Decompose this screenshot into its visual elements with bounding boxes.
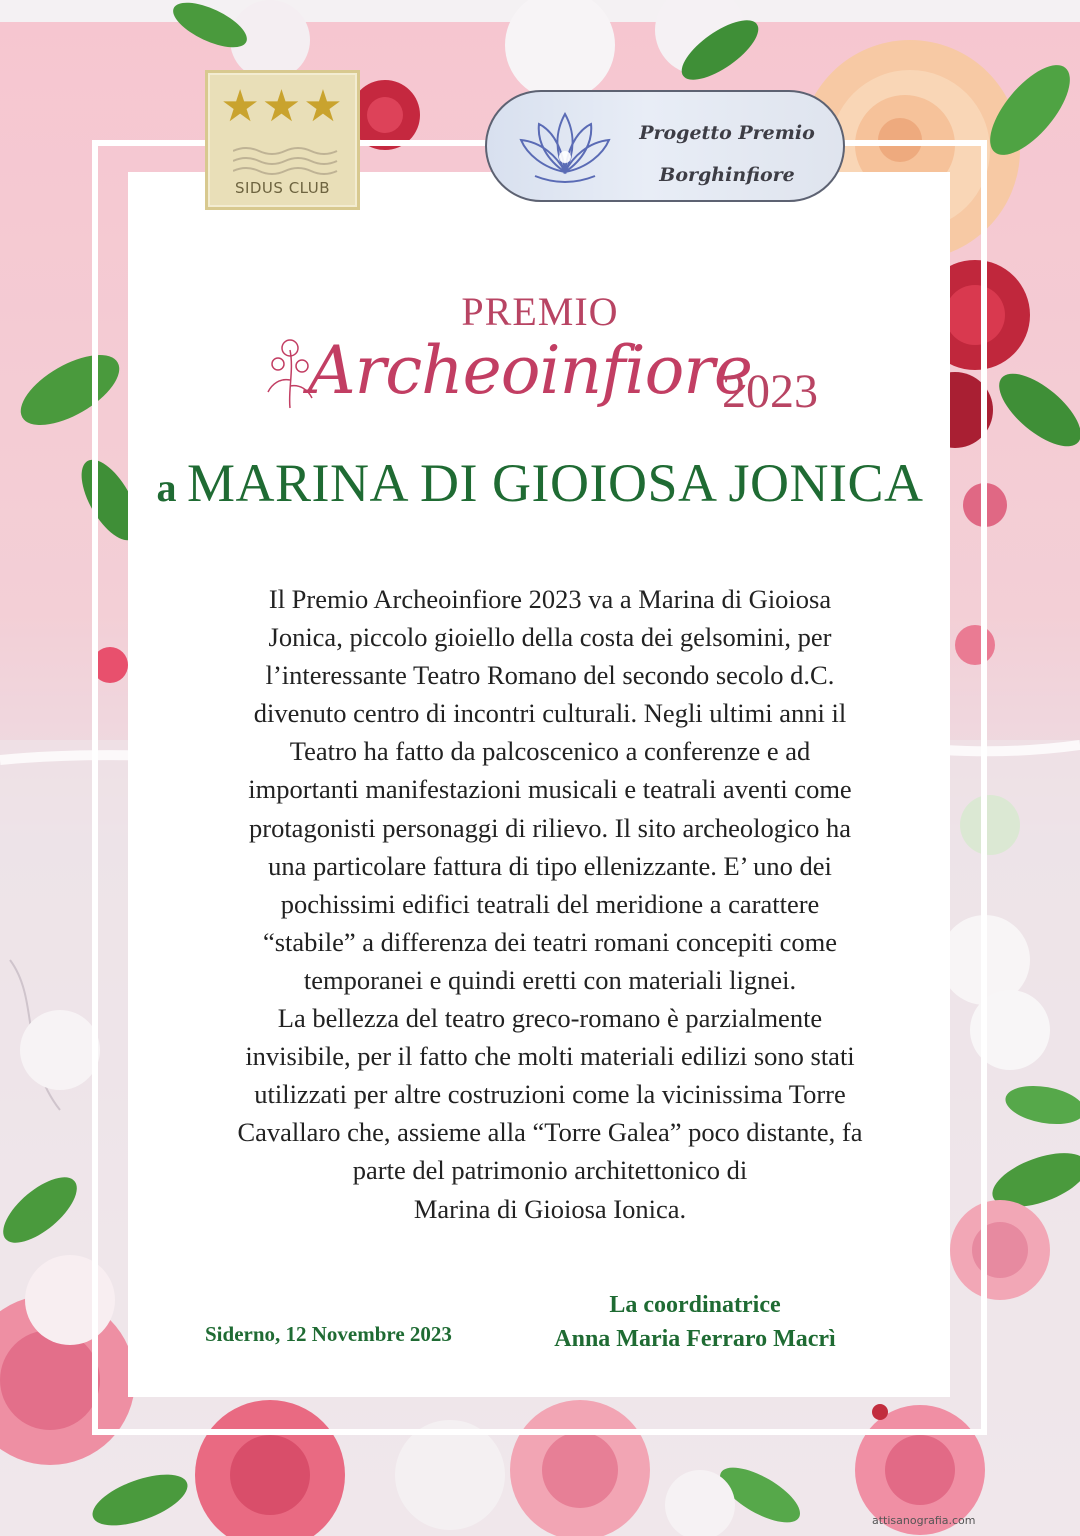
- sidus-club-label: SIDUS CLUB: [234, 179, 331, 197]
- progetto-line2: Borghinfiore: [659, 164, 795, 186]
- award-motivation-text: Il Premio Archeoinfiore 2023 va a Marina di Gioiosa Jonica, piccolo gioiello della costa dei gelsomini, per l’interessante Teatro Romano del secondo secolo d.C. divenuto centro di incontri culturali. Negli ultimi anni il Teatro ha fatto da palcoscenico a conferenze e ad importanti manifestazioni musicali e teatrali aventi come protagonisti personaggi di rilievo. Il sito archeologico ha una particolare fattura di tipo ellenizzante. E’ uno dei pochissimi edifici teatrali del meridione a carattere “stabile” a differenza dei teatri romani concepiti come temporanei e quindi eretti con materiali lignei. La bellezza del teatro greco-romano è parzialmente invisibile, per il fatto che molti materiali edilizi sono stati utilizzati per altre costruzioni come la vicinissima Torre Cavallaro che, assieme alla “Torre Galea” poco distante, fa parte del patrimonio architettonico di Marina di Gioiosa Ionica.: [237, 584, 863, 1224]
- progetto-premio-logo: [485, 90, 845, 202]
- lotus-icon: [515, 102, 615, 192]
- recipient-heading: [0, 452, 1080, 514]
- watermark: attisanografia.com: [872, 1514, 976, 1527]
- sidus-club-logo: [205, 70, 360, 210]
- coordinator-name: Anna Maria Ferraro Macrì: [554, 1326, 836, 1352]
- place-date: Siderno, 12 Novembre 2023: [205, 1322, 452, 1346]
- progetto-line1: Progetto Premio: [639, 122, 815, 144]
- progetto-premio-text: [627, 112, 827, 196]
- heading-prefix: a: [156, 465, 177, 510]
- premio-label: PREMIO: [461, 289, 619, 334]
- archeoinfiore-title: Archeoinfiore: [308, 332, 752, 409]
- award-year: 2023: [722, 365, 818, 418]
- award-title: [260, 330, 860, 430]
- stars-icon: ★★★: [220, 81, 345, 132]
- signature-block: [520, 1288, 870, 1356]
- waves-icon: [233, 143, 338, 183]
- recipient-place: MARINA DI GIOIOSA JONICA: [186, 453, 924, 513]
- coordinator-role: La coordinatrice: [609, 1292, 781, 1318]
